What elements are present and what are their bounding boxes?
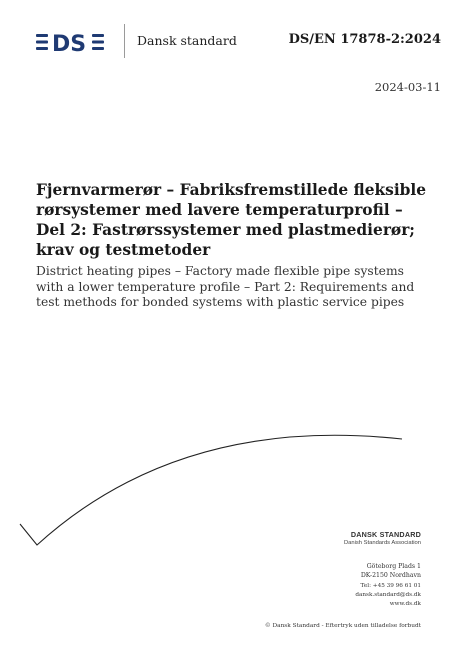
organization-name: DANSK STANDARD [350,530,421,539]
publication-date: 2024-03-11 [374,80,441,94]
logo-text: DS [52,32,87,53]
website-link[interactable]: www.ds.dk [389,601,421,607]
address-street: Göteborg Plads 1 [366,563,421,570]
copyright-notice: © Dansk Standard - Eftertryk uden tilladelse forbudt [264,623,421,629]
address-city: DK-2150 Nordhavn [360,572,421,579]
standard-number: DS/EN 17878-2:2024 [288,32,441,47]
phone-number: Tel: +45 39 96 61 01 [360,583,421,589]
organization-name-english: Danish Standards Association [343,540,421,546]
publisher-name: Dansk standard [137,33,237,48]
email-link[interactable]: dansk.standard@ds.dk [355,592,421,598]
title-english: District heating pipes – Factory made flexible pipe systems with a lower temperature profile – Part 2: Requirements and test methods for bonded systems with plastic service pipes [36,264,415,309]
title-danish: Fjernvarmerør – Fabriksfremstillede fleksible rørsystemer med lavere temperaturprofil – Del 2: Fastrørssystemer med plastmedierør; krav og testmetoder [36,181,427,259]
